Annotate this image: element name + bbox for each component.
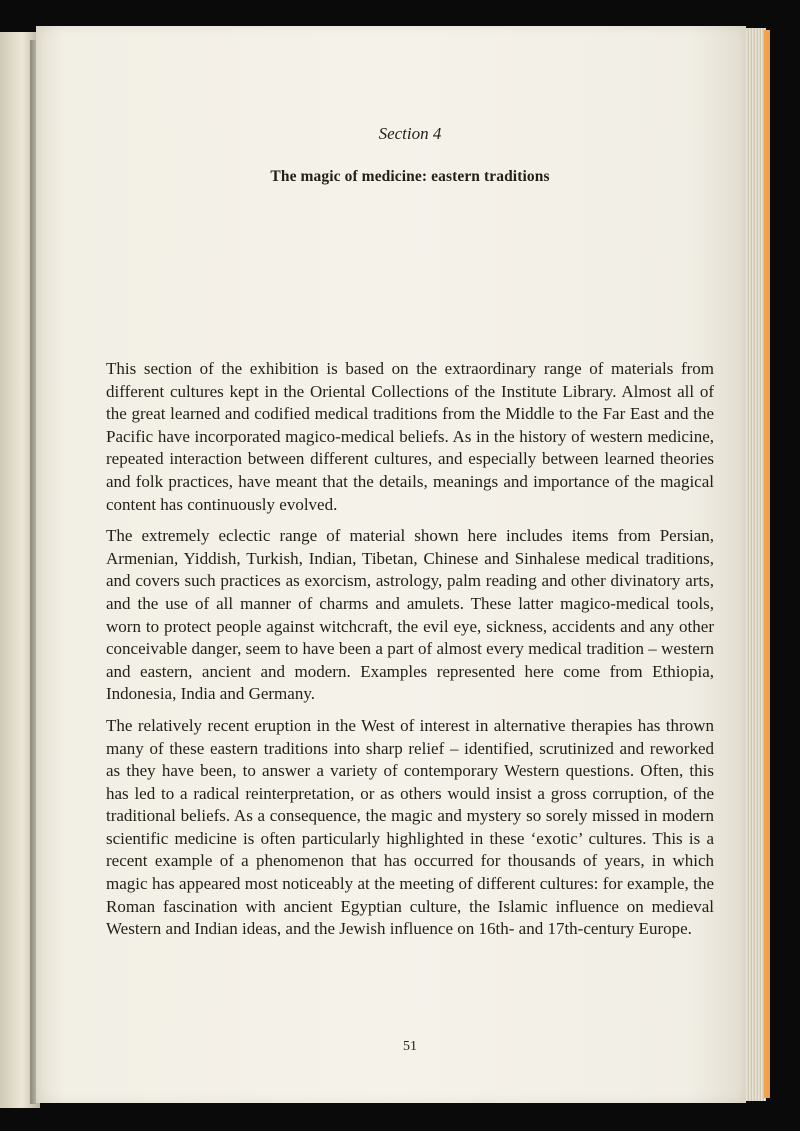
book-page [36, 26, 746, 1103]
stacked-page-edges [744, 28, 766, 1101]
section-title: The magic of medicine: eastern traditions [270, 168, 550, 185]
body-text [106, 358, 714, 950]
paragraph-3: The relatively recent eruption in the West of interest in alternative therapies has thrown many of these eastern traditions into sharp relief – identified, scrutinized and reworked as they have been, to answer a variety of contemporary Western questions. Often, this has led to a radical reinterpretation, or as others would insist a gross corruption, of the traditional beliefs. As a consequence, the magic and mystery so sorely missed in modern scientific medicine is often particularly highlighted in these ‘exotic’ cultures. This is a recent example of a phenomenon that has occurred for thousands of years, in which magic has appeared most noticeably at the meeting of different cultures: for example, the Roman fascination with ancient Egyptian culture, the Islamic influence on medieval Western and Indian ideas, and the Jewish influence on 16th- and 17th-century Europe. [106, 715, 714, 939]
paragraph-2: The extremely eclectic range of material shown here includes items from Persian, Armenian, Yiddish, Turkish, Indian, Tibetan, Chinese and Sinhalese medical traditions, and covers such practices as exorcism, astrology, palm reading and other divinatory arts, and the use of all manner of charms and amulets. These latter magico-medical tools, worn to protect people against witchcraft, the evil eye, sickness, accidents and any other conceivable danger, seem to have been a part of almost every medical tradition – western and eastern, ancient and modern. Examples represented here come from Ethiopia, Indonesia, India and Germany. [106, 526, 714, 704]
page-number: 51 [403, 1039, 417, 1054]
book-fore-edge [764, 30, 770, 1098]
section-label: Section 4 [378, 124, 442, 143]
paragraph-1: This section of the exhibition is based on the extraordinary range of materials from different cultures kept in the Oriental Collections of the Institute Library. Almost all of the great learned and codified medical traditions from the Middle to the Far East and the Pacific have incorporated magico-medical beliefs. As in the history of western medicine, repeated interaction between different cultures, and especially between learned theories and folk practices, have meant that the details, meanings and importance of the magical content has continuously evolved. [106, 359, 714, 514]
